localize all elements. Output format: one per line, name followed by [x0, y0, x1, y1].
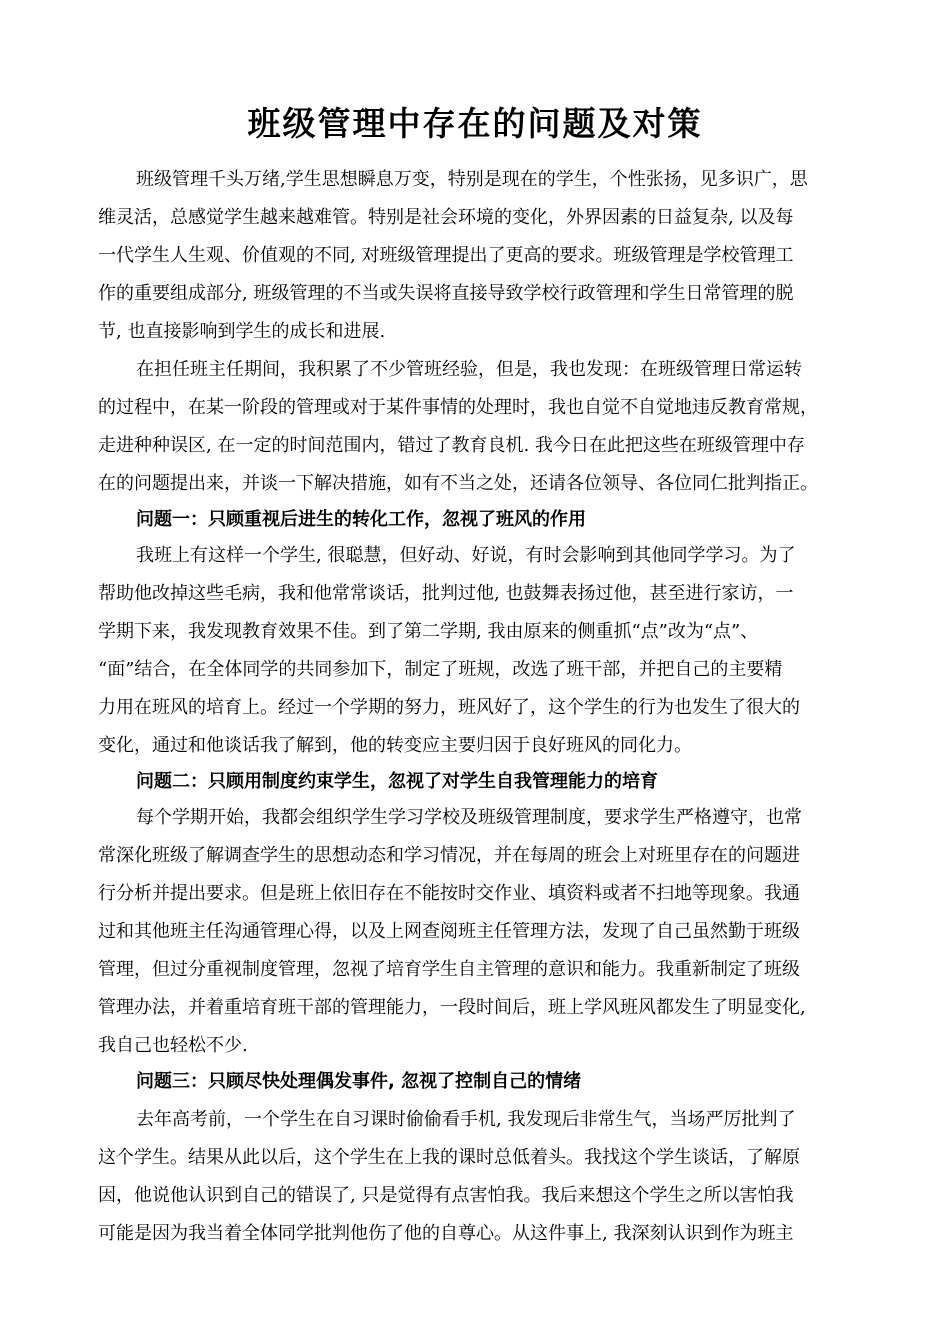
paragraph-line: 学期下来，我发现教育效果不佳。到了第二学期, 我由原来的侧重抓“点”改为“点”、 — [98, 621, 759, 642]
paragraph-line: 作的重要组成部分, 班级管理的不当或失误将直接导致学校行政管理和学生日常管理的脱 — [98, 283, 794, 304]
paragraph-line: 帮助他改掉这些毛病，我和他常常谈话，批判过他, 也鼓舞表扬过他，甚至进行家访，一 — [98, 583, 794, 604]
paragraph-line: 去年高考前，一个学生在自习课时偷偷看手机, 我发现后非常生气，当场严厉批判了 — [136, 1109, 796, 1130]
paragraph-line: 维灵活，总感觉学生越来越难管。特别是社会环境的变化，外界因素的日益复杂, 以及每 — [98, 207, 794, 228]
section-heading-3: 问题三：只顾尽快处理偶发事件, 忽视了控制自己的情绪 — [136, 1071, 582, 1092]
paragraph-line: 的过程中，在某一阶段的管理或对于某件事情的处理时，我也自觉不自觉地违反教育常规， — [98, 397, 818, 418]
paragraph-line: 力用在班风的培育上。经过一个学期的努力，班风好了，这个学生的行为也发生了很大的 — [98, 697, 800, 718]
paragraph-line: 走进种种误区, 在一定的时间范围内，错过了教育良机. 我今日在此把这些在班级管理中存 — [98, 435, 805, 456]
paragraph-line: “面”结合，在全体同学的共同参加下，制定了班规，改选了班干部，并把自己的主要精 — [98, 659, 783, 680]
paragraph-line: 我班上有这样一个学生, 很聪慧，但好动、好说，有时会影响到其他同学学习。为了 — [136, 545, 796, 566]
paragraph-line: 节, 也直接影响到学生的成长和进展. — [98, 321, 386, 342]
paragraph-line: 班级管理千头万绪,学生思想瞬息万变，特别是现在的学生，个性张扬，见多识广，思 — [136, 169, 808, 190]
paragraph-line: 在担任班主任期间，我积累了不少管班经验，但是，我也发现：在班级管理日常运转 — [136, 359, 802, 380]
paragraph-line: 变化，通过和他谈话我了解到，他的转变应主要归因于良好班风的同化力。 — [98, 735, 692, 756]
paragraph-line: 行分析并提出要求。但是班上依旧存在不能按时交作业、填资料或者不扫地等现象。我通 — [98, 883, 800, 904]
paragraph-line: 我自己也轻松不少. — [98, 1035, 248, 1056]
paragraph-line: 可能是因为我当着全体同学批判他伤了他的自尊心。从这件事上, 我深刻认识到作为班主 — [98, 1223, 794, 1244]
paragraph-line: 常深化班级了解调查学生的思想动态和学习情况，并在每周的班会上对班里存在的问题进 — [98, 845, 800, 866]
paragraph-line: 管理，但过分重视制度管理，忽视了培育学生自主管理的意识和能力。我重新制定了班级 — [98, 959, 800, 980]
paragraph-line: 每个学期开始，我都会组织学生学习学校及班级管理制度，要求学生严格遵守，也常 — [136, 807, 802, 828]
paragraph-line: 这个学生。结果从此以后，这个学生在上我的课时总低着头。我找这个学生谈话，了解原 — [98, 1147, 800, 1168]
section-heading-1: 问题一：只顾重视后进生的转化工作，忽视了班风的作用 — [136, 509, 586, 530]
paragraph-line: 一代学生人生观、价值观的不同, 对班级管理提出了更高的要求。班级管理是学校管理工 — [98, 245, 794, 266]
paragraph-line: 管理办法，并着重培育班干部的管理能力，一段时间后，班上学风班风都发生了明显变化, — [98, 997, 806, 1018]
paragraph-line: 在的问题提出来，并谈一下解决措施，如有不当之处，还请各位领导、各位同仁批判指正。 — [98, 473, 818, 494]
section-heading-2: 问题二：只顾用制度约束学生，忽视了对学生自我管理能力的培育 — [136, 771, 658, 792]
paragraph-line: 过和其他班主任沟通管理心得，以及上网查阅班主任管理方法，发现了自己虽然勤于班级 — [98, 921, 800, 942]
document-title: 班级管理中存在的问题及对策 — [247, 104, 703, 143]
paragraph-line: 因，他说他认识到自己的错误了, 只是觉得有点害怕我。我后来想这个学生之所以害怕我 — [98, 1185, 794, 1206]
